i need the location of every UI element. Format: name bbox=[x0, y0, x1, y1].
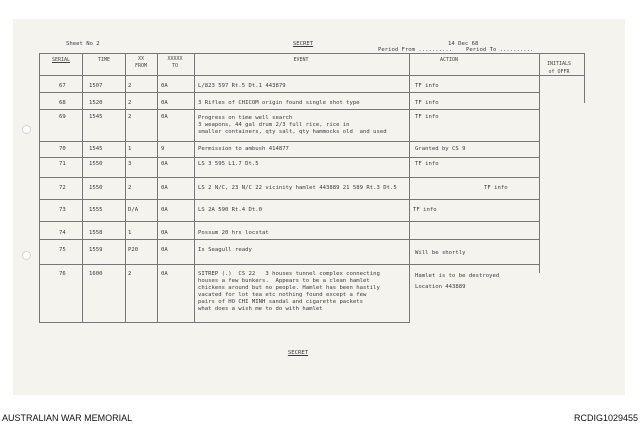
row-event: Is Seagull ready bbox=[198, 247, 252, 253]
header-action: ACTION bbox=[439, 57, 459, 63]
document-id: RCDIG1029455 bbox=[573, 413, 638, 423]
row-time: 1558 bbox=[89, 230, 103, 236]
header-initials-sub: of OFFR bbox=[548, 69, 570, 75]
row-action: TF info bbox=[484, 185, 508, 191]
row-time: 1545 bbox=[89, 114, 103, 120]
row-time: 1559 bbox=[89, 247, 103, 253]
row-to: 0A bbox=[161, 100, 168, 106]
row-from: D/A bbox=[128, 207, 139, 213]
row-time: 1545 bbox=[89, 146, 103, 152]
row-to: 0A bbox=[161, 247, 168, 253]
row-time: 1600 bbox=[89, 271, 103, 277]
row-to: 0A bbox=[161, 230, 168, 236]
header-initials: INITIALS bbox=[546, 61, 572, 67]
row-action: TF info bbox=[415, 114, 439, 120]
classification-top: SECRET bbox=[292, 41, 314, 47]
classification-bottom: SECRET bbox=[287, 350, 309, 356]
row-serial: 74 bbox=[59, 230, 66, 236]
log-date: 14 Dec 68 bbox=[448, 41, 479, 47]
header-from: FROM bbox=[134, 63, 148, 69]
archive-footer bbox=[0, 410, 640, 426]
sheet-label: Sheet No 2 bbox=[66, 41, 100, 47]
row-serial: 76 bbox=[59, 271, 66, 277]
row-serial: 68 bbox=[59, 100, 66, 106]
row-serial: 71 bbox=[59, 161, 66, 167]
row-action: Hamlet is to be destroyed Location 443889 bbox=[415, 273, 500, 290]
row-event: Possum 20 hrs locstat bbox=[198, 230, 269, 236]
row-time: 1520 bbox=[89, 100, 103, 106]
row-time: 1550 bbox=[89, 161, 103, 167]
period-from: Period From .......... bbox=[378, 47, 453, 53]
row-to: 0A bbox=[161, 271, 168, 277]
header-time: TIME bbox=[97, 57, 111, 63]
row-to: 0A bbox=[161, 161, 168, 167]
header-serial: SERIAL bbox=[51, 57, 71, 63]
row-event: LS 3 595 L1.7 Dt.5 bbox=[198, 161, 259, 167]
row-event: L/823 597 Rt.5 Dt.1 443879 bbox=[198, 83, 286, 89]
row-event: LS 2A 590 Rt.4 Dt.0 bbox=[198, 207, 262, 213]
row-action: TF info bbox=[415, 161, 439, 167]
row-action: TF info bbox=[415, 100, 439, 106]
row-from: 2 bbox=[128, 271, 132, 277]
row-from: 2 bbox=[128, 114, 132, 120]
row-serial: 67 bbox=[59, 83, 66, 89]
row-serial: 72 bbox=[59, 185, 66, 191]
row-to: 0A bbox=[161, 207, 168, 213]
row-to: 0A bbox=[161, 114, 168, 120]
punch-hole bbox=[22, 125, 31, 134]
archive-name: AUSTRALIAN WAR MEMORIAL bbox=[2, 413, 133, 423]
row-event: Permission to ambush 414877 bbox=[198, 146, 289, 152]
row-event: 3 Rifles of CHICOM origin found single shot type bbox=[198, 100, 360, 106]
row-event: LS 2 N/C, 23 N/C 22 vicinity hamlet 443889 21 589 Rt.3 Dt.5 bbox=[198, 185, 397, 191]
row-serial: 75 bbox=[59, 247, 66, 253]
row-action: Granted by CS 9 bbox=[415, 146, 466, 152]
row-from: 1 bbox=[128, 230, 132, 236]
row-from: 3 bbox=[128, 161, 132, 167]
row-time: 1507 bbox=[89, 83, 103, 89]
row-from: 2 bbox=[128, 83, 132, 89]
punch-hole bbox=[22, 251, 31, 260]
row-time: 1555 bbox=[89, 207, 103, 213]
row-serial: 70 bbox=[59, 146, 66, 152]
header-event: EVENT bbox=[293, 57, 309, 63]
header-to-top: XXXXX bbox=[167, 56, 183, 62]
period-to: Period To .......... bbox=[466, 47, 534, 53]
row-event: Progress on time well search 3 weapons, 44 gal drum 2/3 full rice, rice in smaller containers, qty salt, qty hammocks old and used bbox=[198, 115, 387, 135]
row-from: P20 bbox=[128, 247, 139, 253]
row-time: 1550 bbox=[89, 185, 103, 191]
row-from: 2 bbox=[128, 185, 132, 191]
row-action: TF info bbox=[413, 207, 437, 213]
row-to: 0A bbox=[161, 83, 168, 89]
row-to: 9 bbox=[161, 146, 165, 152]
row-from: 1 bbox=[128, 146, 132, 152]
header-to: TO bbox=[171, 63, 179, 69]
row-serial: 73 bbox=[59, 207, 66, 213]
row-event: SITREP (.) CS 22 3 houses tunnel complex connecting houses a few bunkers. Appears to be a clean hamlet chickens around but no people. Hamlet has been hastily vacated for lot tea etc nothing found except a few pairs of HO CHI MINH sandal and cigarette packets what does a wish me to do with hamlet bbox=[198, 271, 380, 312]
header-from-top: XX bbox=[137, 56, 145, 62]
row-serial: 69 bbox=[59, 114, 66, 120]
row-action: Will be shortly bbox=[415, 250, 466, 256]
row-to: 0A bbox=[161, 185, 168, 191]
row-from: 2 bbox=[128, 100, 132, 106]
row-action: TF info bbox=[415, 83, 439, 89]
